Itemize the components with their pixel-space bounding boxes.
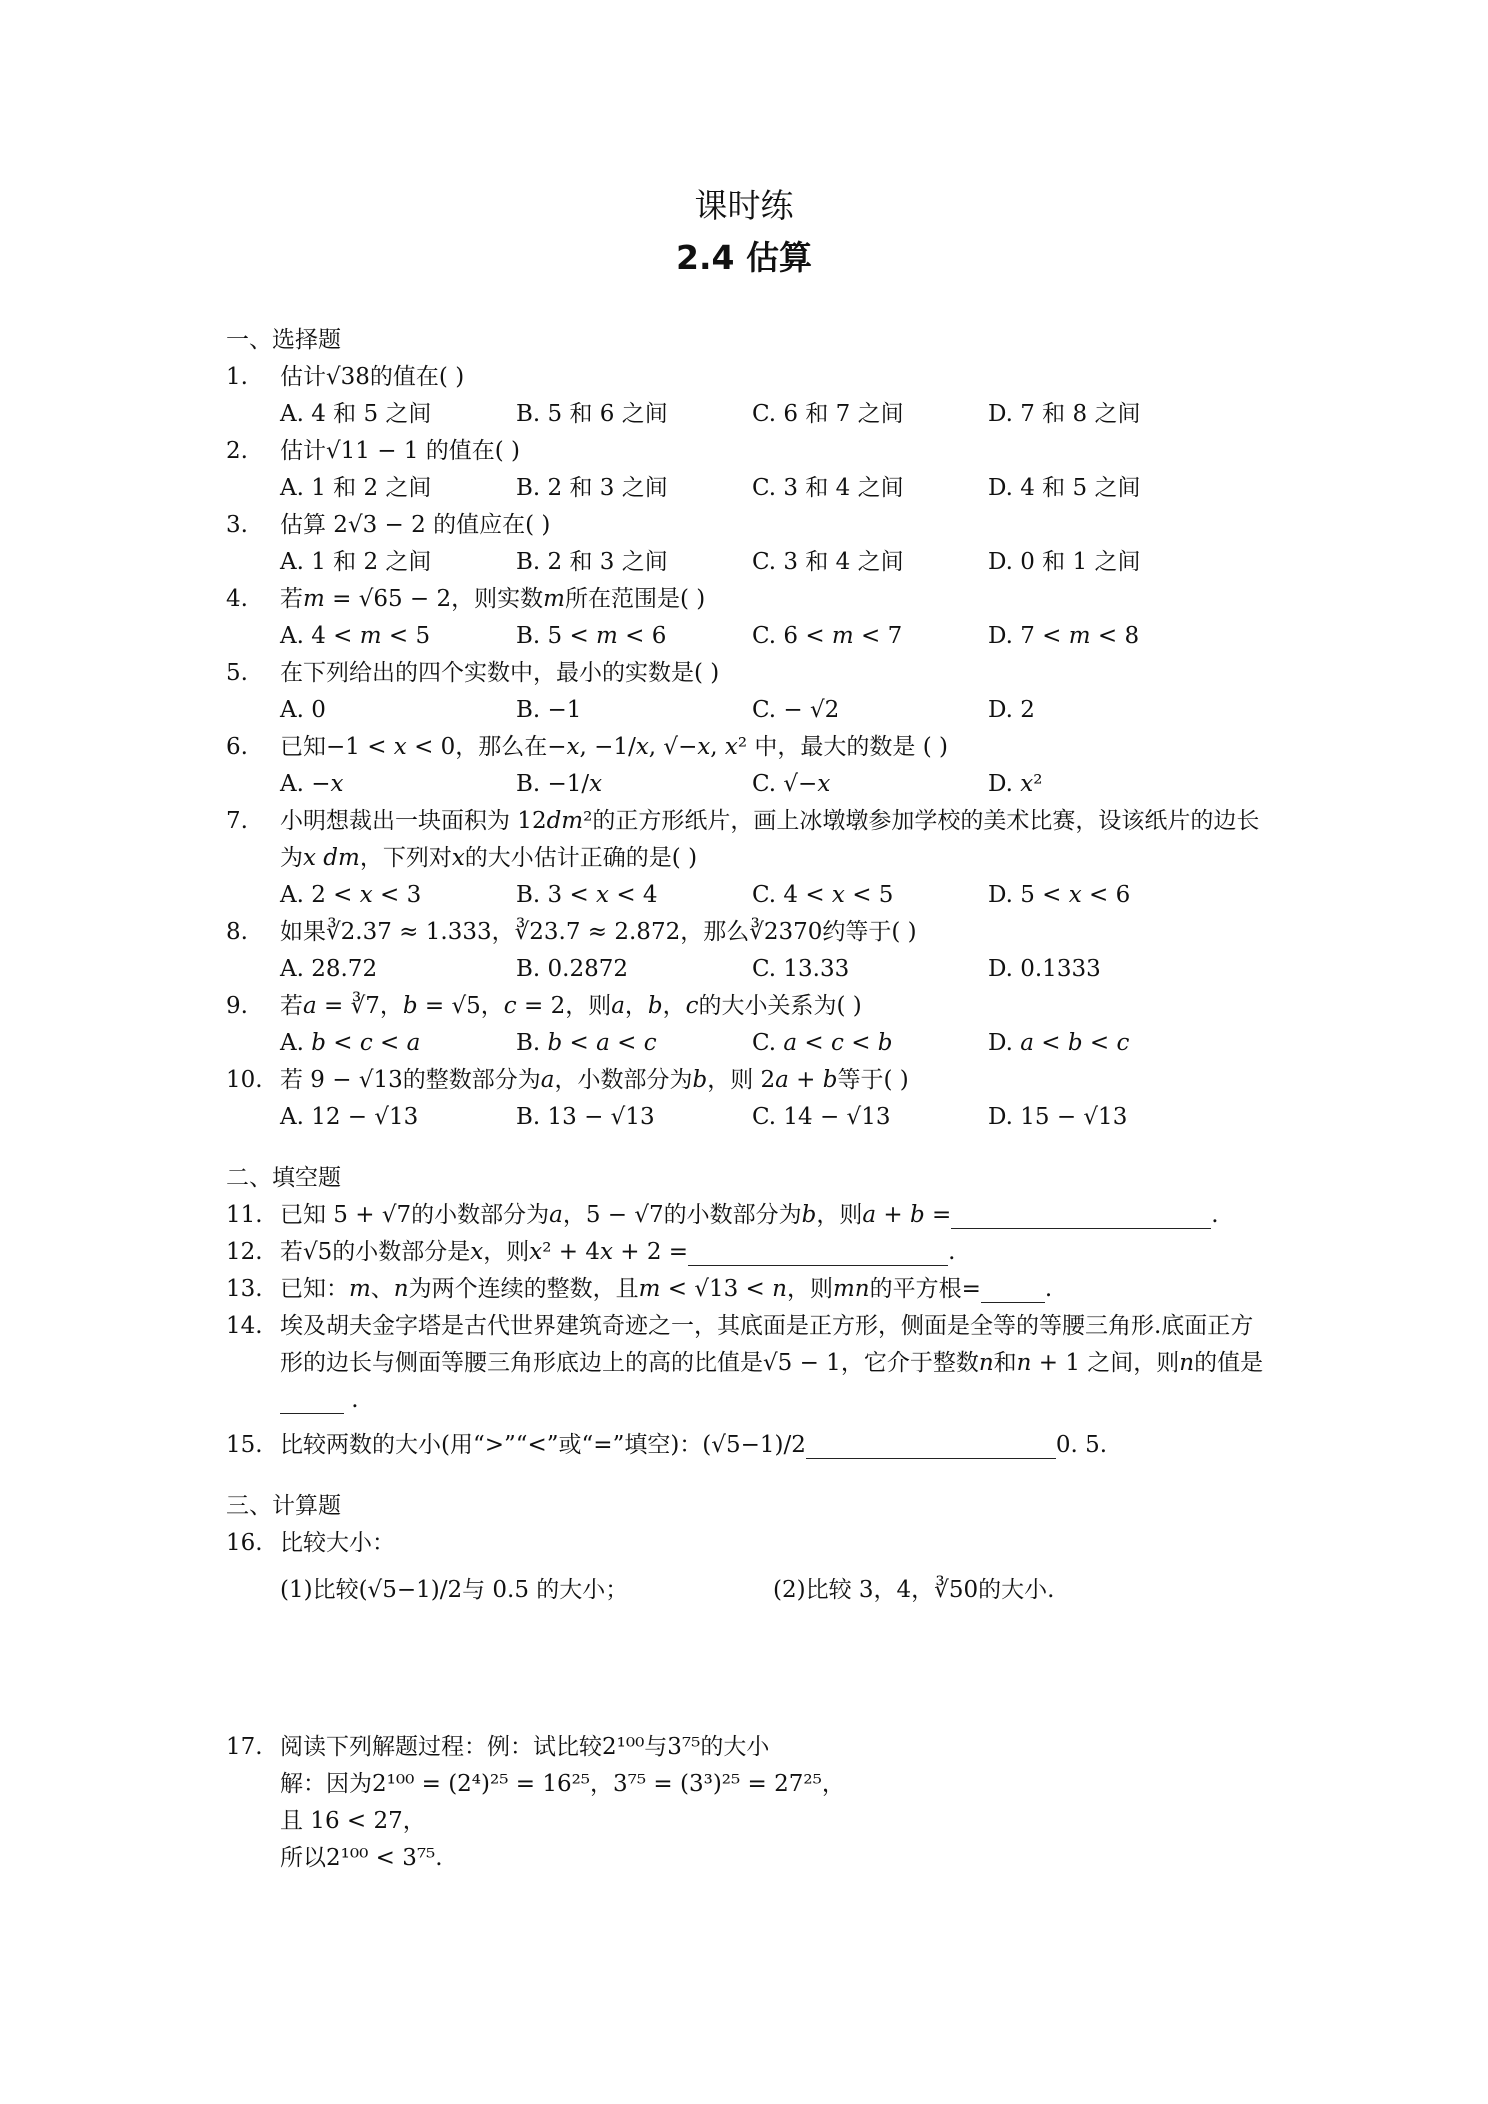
option-a: A. 0: [280, 697, 326, 723]
option-a: A. −𝑥: [280, 771, 344, 797]
option-a: A. 𝑏 < 𝑐 < 𝑎: [280, 1030, 421, 1056]
question-number: 9.: [226, 993, 248, 1019]
question-stem: 阅读下列解题过程：例：试比较2¹⁰⁰与3⁷⁵的大小: [280, 1734, 770, 1760]
question-number: 12.: [226, 1239, 263, 1265]
option-c: C. 14 − √13: [752, 1104, 891, 1130]
question-stem: 若𝑚 = √65 − 2，则实数𝑚所在范围是( ): [280, 586, 706, 612]
question-stem: 估计√11 − 1 的值在( ): [280, 438, 521, 464]
option-d: D. 𝑎 < 𝑏 < 𝑐: [988, 1030, 1130, 1056]
option-b: B. 2 和 3 之间: [516, 475, 668, 501]
question-stem: 在下列给出的四个实数中，最小的实数是( ): [280, 660, 720, 686]
question-number: 15.: [226, 1432, 263, 1458]
calc-section: [226, 1488, 1266, 1877]
question-number: 8.: [226, 919, 248, 945]
option-b: B. −1: [516, 697, 582, 723]
option-c: C. 13.33: [752, 956, 850, 982]
question-stem: 如果∛2.37 ≈ 1.333，∛23.7 ≈ 2.872，那么∛2370约等于( ): [280, 919, 917, 945]
question-number: 10.: [226, 1067, 263, 1093]
question-3: [226, 507, 1266, 581]
fill-section: [226, 1160, 1266, 1464]
question-stem: 已知：𝑚、𝑛为两个连续的整数，且𝑚 < √13 < 𝑛，则𝑚𝑛的平方根=: [280, 1276, 981, 1302]
option-a: A. 1 和 2 之间: [280, 475, 432, 501]
page-subtitle: 2.4 估算: [676, 238, 812, 277]
option-c: C. − √2: [752, 697, 840, 723]
option-d: D. 15 − √13: [988, 1104, 1128, 1130]
question-5: [226, 655, 1266, 729]
option-c: C. 3 和 4 之间: [752, 475, 904, 501]
answer-space: [226, 1609, 1266, 1729]
question-9: [226, 988, 1266, 1062]
question-number: 4.: [226, 586, 248, 612]
question-number: 7.: [226, 808, 248, 834]
question-6: [226, 729, 1266, 803]
option-b: B. 2 和 3 之间: [516, 549, 668, 575]
option-d: D. 0.1333: [988, 956, 1101, 982]
question-tail: .: [948, 1239, 956, 1265]
option-b: B. 𝑏 < 𝑎 < 𝑐: [516, 1030, 657, 1056]
question-4: [226, 581, 1266, 655]
option-b: B. −1/𝑥: [516, 771, 603, 797]
option-a: A. 4 < 𝑚 < 5: [280, 623, 431, 649]
question-12: [226, 1234, 1266, 1271]
option-c: C. √−𝑥: [752, 771, 831, 797]
question-16: [226, 1525, 1266, 1609]
question-stem: 若 9 − √13的整数部分为𝑎，小数部分为𝑏，则 2𝑎 + 𝑏等于( ): [280, 1067, 909, 1093]
sub-question-2: (2)比较 3，4，∛50的大小.: [773, 1577, 1055, 1603]
option-c: C. 6 和 7 之间: [752, 401, 904, 427]
question-number: 1.: [226, 364, 248, 390]
question-stem: 已知 5 + √7的小数部分为𝑎，5 − √7的小数部分为𝑏，则𝑎 + 𝑏 =: [280, 1202, 952, 1228]
sub-question-1: (1)比较(√5−1)/2与 0.5 的大小；: [280, 1577, 629, 1603]
question-stem: 已知−1 < 𝑥 < 0，那么在−𝑥, −1/𝑥, √−𝑥, 𝑥² 中，最大的数是 ( ): [280, 734, 948, 760]
choice-section: [226, 322, 1266, 1136]
question-tail: .: [1044, 1276, 1053, 1302]
question-tail: 0. 5.: [1055, 1432, 1108, 1458]
option-d: D. 𝑥²: [988, 771, 1043, 797]
solution-line: 解：因为2¹⁰⁰ = (2⁴)²⁵ = 16²⁵，3⁷⁵ = (3³)²⁵ = 27²⁵，: [280, 1771, 845, 1797]
question-1: [226, 359, 1266, 433]
question-stem: 若𝑎 = ∛7，𝑏 = √5，𝑐 = 2，则𝑎，𝑏，𝑐的大小关系为( ): [280, 993, 862, 1019]
question-17: [226, 1729, 1266, 1877]
answer-blank[interactable]: [951, 1204, 1211, 1229]
question-stem: 比较两数的大小(用“>”“<”或“=”填空)：(√5−1)/2: [280, 1432, 806, 1458]
option-d: D. 7 < 𝑚 < 8: [988, 623, 1140, 649]
option-a: A. 4 和 5 之间: [280, 401, 432, 427]
question-13: [226, 1271, 1266, 1308]
page-title: 课时练: [694, 186, 794, 225]
option-d: D. 7 和 8 之间: [988, 401, 1141, 427]
option-b: B. 0.2872: [516, 956, 629, 982]
option-a: A. 12 − √13: [280, 1104, 419, 1130]
question-15: [226, 1427, 1266, 1464]
question-number: 17.: [226, 1734, 263, 1760]
question-number: 14.: [226, 1313, 263, 1339]
question-7: [226, 803, 1266, 914]
question-tail: .: [344, 1387, 359, 1413]
question-11: [226, 1197, 1266, 1234]
question-stem: 比较大小：: [280, 1530, 395, 1556]
option-c: C. 4 < 𝑥 < 5: [752, 882, 894, 908]
worksheet-content: [226, 322, 1266, 1877]
section-title: 一、选择题: [226, 327, 341, 353]
question-tail: .: [1211, 1202, 1219, 1228]
option-d: D. 2: [988, 697, 1035, 723]
question-number: 11.: [226, 1202, 263, 1228]
question-number: 2.: [226, 438, 248, 464]
option-a: A. 1 和 2 之间: [280, 549, 432, 575]
question-stem: 若√5的小数部分是𝑥，则𝑥² + 4𝑥 + 2 =: [280, 1239, 689, 1265]
answer-blank[interactable]: [806, 1434, 1056, 1459]
question-stem: 估算 2√3 − 2 的值应在( ): [280, 512, 551, 538]
option-d: D. 5 < 𝑥 < 6: [988, 882, 1131, 908]
answer-blank[interactable]: [280, 1389, 344, 1414]
option-b: B. 13 − √13: [516, 1104, 655, 1130]
question-number: 13.: [226, 1276, 263, 1302]
question-number: 5.: [226, 660, 248, 686]
option-d: D. 4 和 5 之间: [988, 475, 1141, 501]
option-a: A. 2 < 𝑥 < 3: [280, 882, 422, 908]
question-8: [226, 914, 1266, 988]
option-c: C. 𝑎 < 𝑐 < 𝑏: [752, 1030, 893, 1056]
section-title: 三、计算题: [226, 1493, 341, 1519]
solution-line: 且 16 < 27，: [280, 1808, 426, 1834]
answer-blank[interactable]: [981, 1278, 1045, 1303]
option-a: A. 28.72: [280, 956, 378, 982]
option-b: B. 5 和 6 之间: [516, 401, 668, 427]
question-10: [226, 1062, 1266, 1136]
question-stem: 埃及胡夫金字塔是古代世界建筑奇迹之一，其底面是正方形，侧面是全等的等腰三角形.底面正方形的边长与侧面等腰三角形底边上的高的比值是√5 − 1，它介于整数𝑛和𝑛 + 1 之间，则𝑛的值是: [280, 1313, 1264, 1376]
answer-blank[interactable]: [688, 1241, 948, 1266]
question-stem: 估计√38的值在( ): [280, 364, 465, 390]
option-b: B. 3 < 𝑥 < 4: [516, 882, 658, 908]
option-c: C. 6 < 𝑚 < 7: [752, 623, 903, 649]
section-title: 二、填空题: [226, 1165, 341, 1191]
option-c: C. 3 和 4 之间: [752, 549, 904, 575]
solution-line: 所以2¹⁰⁰ < 3⁷⁵.: [280, 1845, 443, 1871]
question-number: 6.: [226, 734, 248, 760]
question-14: [226, 1308, 1266, 1419]
question-number: 3.: [226, 512, 248, 538]
option-d: D. 0 和 1 之间: [988, 549, 1141, 575]
option-b: B. 5 < 𝑚 < 6: [516, 623, 667, 649]
question-number: 16.: [226, 1530, 263, 1556]
question-stem: 小明想裁出一块面积为 12𝑑𝑚²的正方形纸片，画上冰墩墩参加学校的美术比赛，设该纸片的边长为𝑥 𝑑𝑚，下列对𝑥的大小估计正确的是( ): [280, 808, 1260, 871]
question-2: [226, 433, 1266, 507]
